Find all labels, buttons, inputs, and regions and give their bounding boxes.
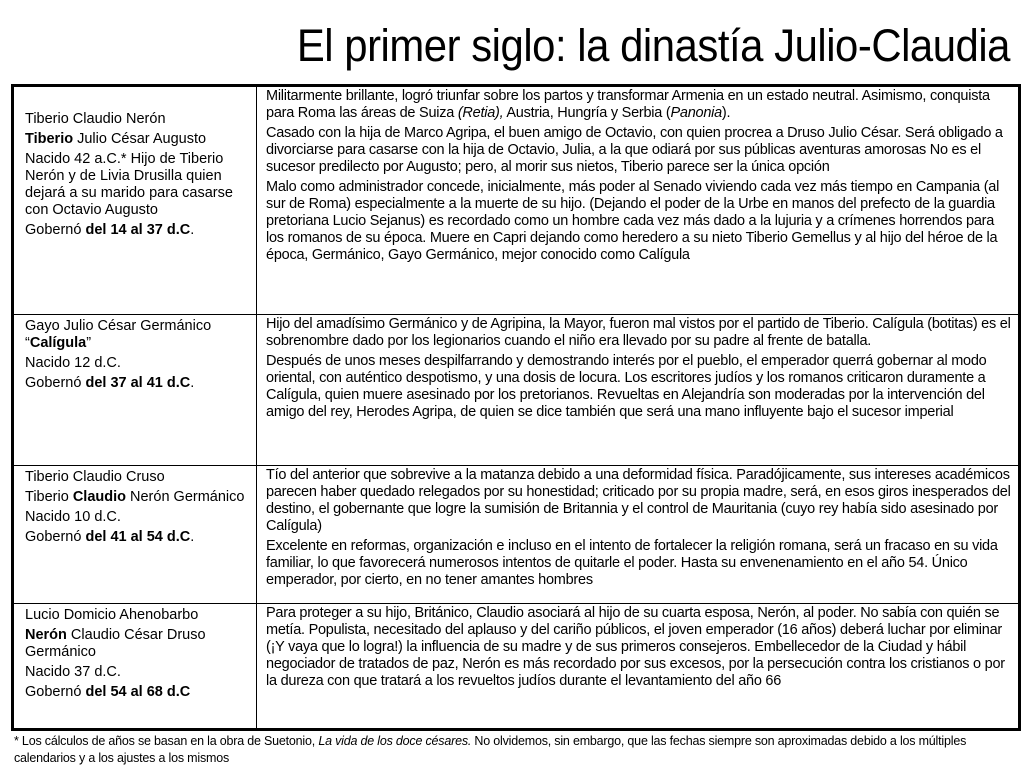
- emperor-description-cell: [257, 86, 1020, 315]
- page-title: El primer siglo: la dinastía Julio-Claudia: [296, 20, 1010, 71]
- table-row-neron: [13, 604, 1020, 730]
- birth-name: Tiberio Claudio Cruso: [25, 469, 165, 485]
- imperial-name: Nerón Claudio César Druso Germánico: [25, 627, 206, 660]
- imperial-name-bold: Tiberio: [25, 131, 74, 147]
- reign-period: Gobernó del 41 al 54 d.C.: [25, 529, 195, 545]
- emperor-names-cell: [13, 604, 257, 730]
- emperor-names-cell: [13, 466, 257, 604]
- emperors-table: [11, 84, 1021, 731]
- description-paragraph: Para proteger a su hijo, Británico, Claudio asociará al hijo de su cuarta esposa, Nerón, al poder. No sabía con quién se metía. Populista, necesitado del aplauso y del cariño públicos, el joven emperador (16 años) deberá luchar por eliminar (¡Y vaya que lo logra!) la influencia de su madre y de sus primeros consejeros. Embellecedor de la Ciudad y hábil negociador de tratados de paz, Nerón es más recordado por sus excesos, por la persecución contra los cristianos o por la dureza con que tratará a los revueltos judíos durante el levantamiento del año 66: [266, 605, 1005, 689]
- description-paragraph: Excelente en reformas, organización e incluso en el intento de fortalecer la religión romana, será un fracaso en su vida familiar, lo que favorecerá numerosos intentos de quitarle el poder. Hasta su envenenamiento en el año 54. Único emperador, por cierto, en no tener amantes hombres: [266, 538, 998, 588]
- birth-name: Tiberio Claudio Nerón: [25, 111, 166, 127]
- emperor-description-cell: [257, 315, 1020, 466]
- description-paragraph: Tío del anterior que sobrevive a la matanza debido a una deformidad física. Paradójicamente, sus intereses académicos parecen haber quedado relegados por su honestidad; criticado por su propia madre, será, en esos giros inesperados del destino, el gobernante que logre la sumisión de Britannia y el control de Mauritania (cuyo rey había sido asesinado por Calígula): [266, 467, 1011, 534]
- description-paragraph: Hijo del amadísimo Germánico y de Agripina, la Mayor, fueron mal vistos por el partido de Tiberio. Calígula (botitas) es el sobrenombre dado por los legionarios cuando el niño era llevado por su padre al frente de batalla.: [266, 316, 1011, 349]
- emperor-names-cell: [13, 315, 257, 466]
- emperor-names-cell: [13, 86, 257, 315]
- nickname: Calígula: [29, 335, 87, 351]
- footnote: * Los cálculos de años se basan en la obra de Suetonio, La vida de los doce césares. No olvidemos, sin embargo, que las fechas siempre son aproximadas debido a los múltiples calendarios y a los ajustes a los mismos: [14, 734, 967, 765]
- birth-name: Lucio Domicio Ahenobarbo: [25, 607, 199, 623]
- emperor-description-cell: [257, 604, 1020, 730]
- birth-name: Gayo Julio César Germánico “Calígula”: [25, 318, 212, 351]
- description-paragraph: Después de unos meses despilfarrando y demostrando interés por el pueblo, el emperador querrá gobernar al modo oriental, con auténtico despotismo, y una dosis de locura. Los escritores judíos y los romanos criticaron duramente a Calígula, quien muere asesinado por los pretorianos. Revueltas en Alejandría son moderadas por la intervención del amigo del rey, Herodes Agripa, de quien se dice también que será una mano influyente bajo el sucesor imperial: [266, 353, 987, 420]
- reign-period: Gobernó del 14 al 37 d.C.: [25, 222, 195, 238]
- imperial-name: Tiberio Claudio Nerón Germánico: [25, 489, 245, 505]
- book-title: La vida de los doce césares.: [318, 734, 472, 748]
- table-row-tiberio: [13, 86, 1020, 315]
- table-row-caligula: [13, 315, 1020, 466]
- birth-info: Nacido 10 d.C.: [25, 509, 121, 525]
- reign-period: Gobernó del 37 al 41 d.C.: [25, 375, 195, 391]
- table-row-claudio: [13, 466, 1020, 604]
- reign-period: Gobernó del 54 al 68 d.C: [25, 684, 191, 700]
- birth-info: Nacido 12 d.C.: [25, 355, 121, 371]
- description-paragraph: Malo como administrador concede, inicialmente, más poder al Senado viviendo cada vez más tiempo en Campania (al sur de Roma) especialmente a la muerte de su hijo. (Dejando el poder de la Urbe en manos del prefecto de la guardia pretoriana Lucio Sejanus) es recordado como un hombre cada vez más dado a la lujuria y a crímenes horrendos para los romanos de su época. Muere en Capri dejando como heredero a su nieto Tiberio Gemellus y al hijo del héroe de la época, Germánico, Gayo Germánico, mejor conocido como Calígula: [266, 179, 1000, 263]
- birth-info: Nacido 37 d.C.: [25, 664, 121, 680]
- description-paragraph: Casado con la hija de Marco Agripa, el buen amigo de Octavio, con quien procrea a Druso Julio César. Será obligado a divorciarse para casarse con la hija de Octavio, Julia, a la que odiará por sus públicas aventuras amorosas No es el sucesor predilecto por Augusto; pero, al morir sus nietos, Tiberio parece ser la única opción: [266, 125, 1003, 175]
- imperial-name: Tiberio Julio César Augusto: [25, 131, 207, 147]
- description-paragraph: Militarmente brillante, logró triunfar sobre los partos y transformar Armenia en un estado neutral. Asimismo, conquista para Roma las áreas de Suiza (Retia), Austria, Hungría y Serbia (Panonia).: [266, 88, 990, 121]
- birth-info: Nacido 42 a.C.* Hijo de Tiberio Nerón y de Livia Drusilla quien dejará a su marido para casarse con Octavio Augusto: [25, 151, 233, 218]
- emperor-description-cell: [257, 466, 1020, 604]
